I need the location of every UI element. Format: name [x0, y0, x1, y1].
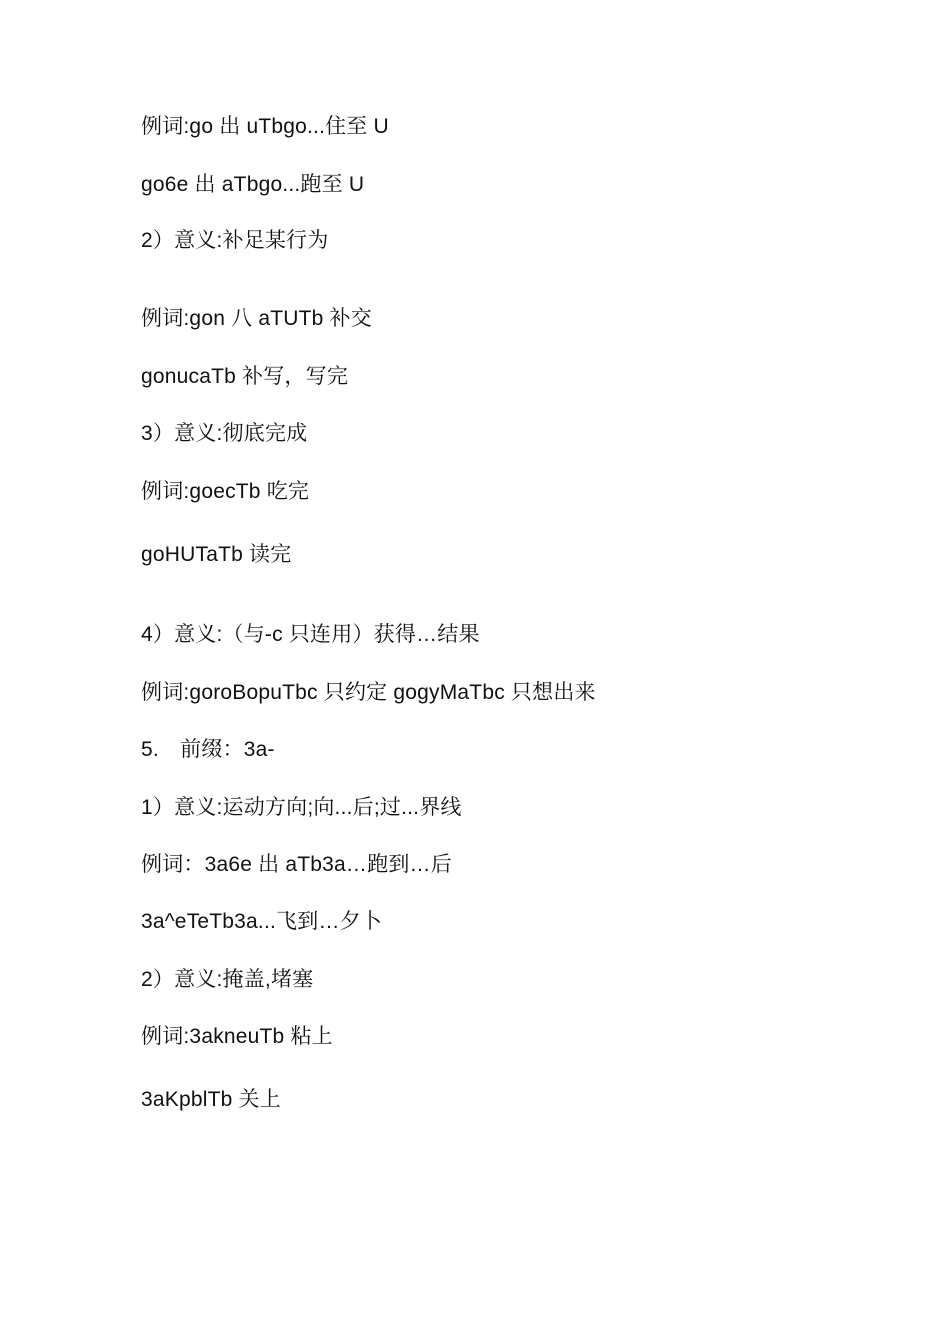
example-line: 例词:go 出 uTbgo...住至 U: [141, 115, 389, 138]
example-line: 例词:gon 八 aTUTb 补交: [141, 307, 372, 330]
meaning-heading: 1）意义:运动方向;向...后;过...界线: [141, 796, 462, 819]
example-line: goHUTaTb 读完: [141, 543, 292, 566]
example-line: 例词:3akneuTb 粘上: [141, 1025, 333, 1048]
section-heading: 5. 前缀：3a-: [141, 738, 275, 761]
example-line: 例词:goroBopuTbc 只约定 gogyMaTbc 只想出来: [141, 681, 596, 704]
example-line: 3a^eTeTb3a...飞到…夕卜: [141, 910, 383, 933]
example-line: 例词:goecTb 吃完: [141, 480, 310, 503]
meaning-heading: 4）意义:（与-c 只连用）获得…结果: [141, 623, 480, 646]
example-line: go6e 出 aTbgo...跑至 U: [141, 173, 365, 196]
example-line: gonucaTb 补写，写完: [141, 365, 349, 388]
meaning-heading: 2）意义:掩盖,堵塞: [141, 968, 314, 991]
example-line: 例词：3a6e 出 aTb3a…跑到…后: [141, 853, 452, 876]
meaning-heading: 2）意义:补足某行为: [141, 229, 329, 252]
example-line: 3aKpblTb 关上: [141, 1088, 281, 1111]
meaning-heading: 3）意义:彻底完成: [141, 422, 308, 445]
